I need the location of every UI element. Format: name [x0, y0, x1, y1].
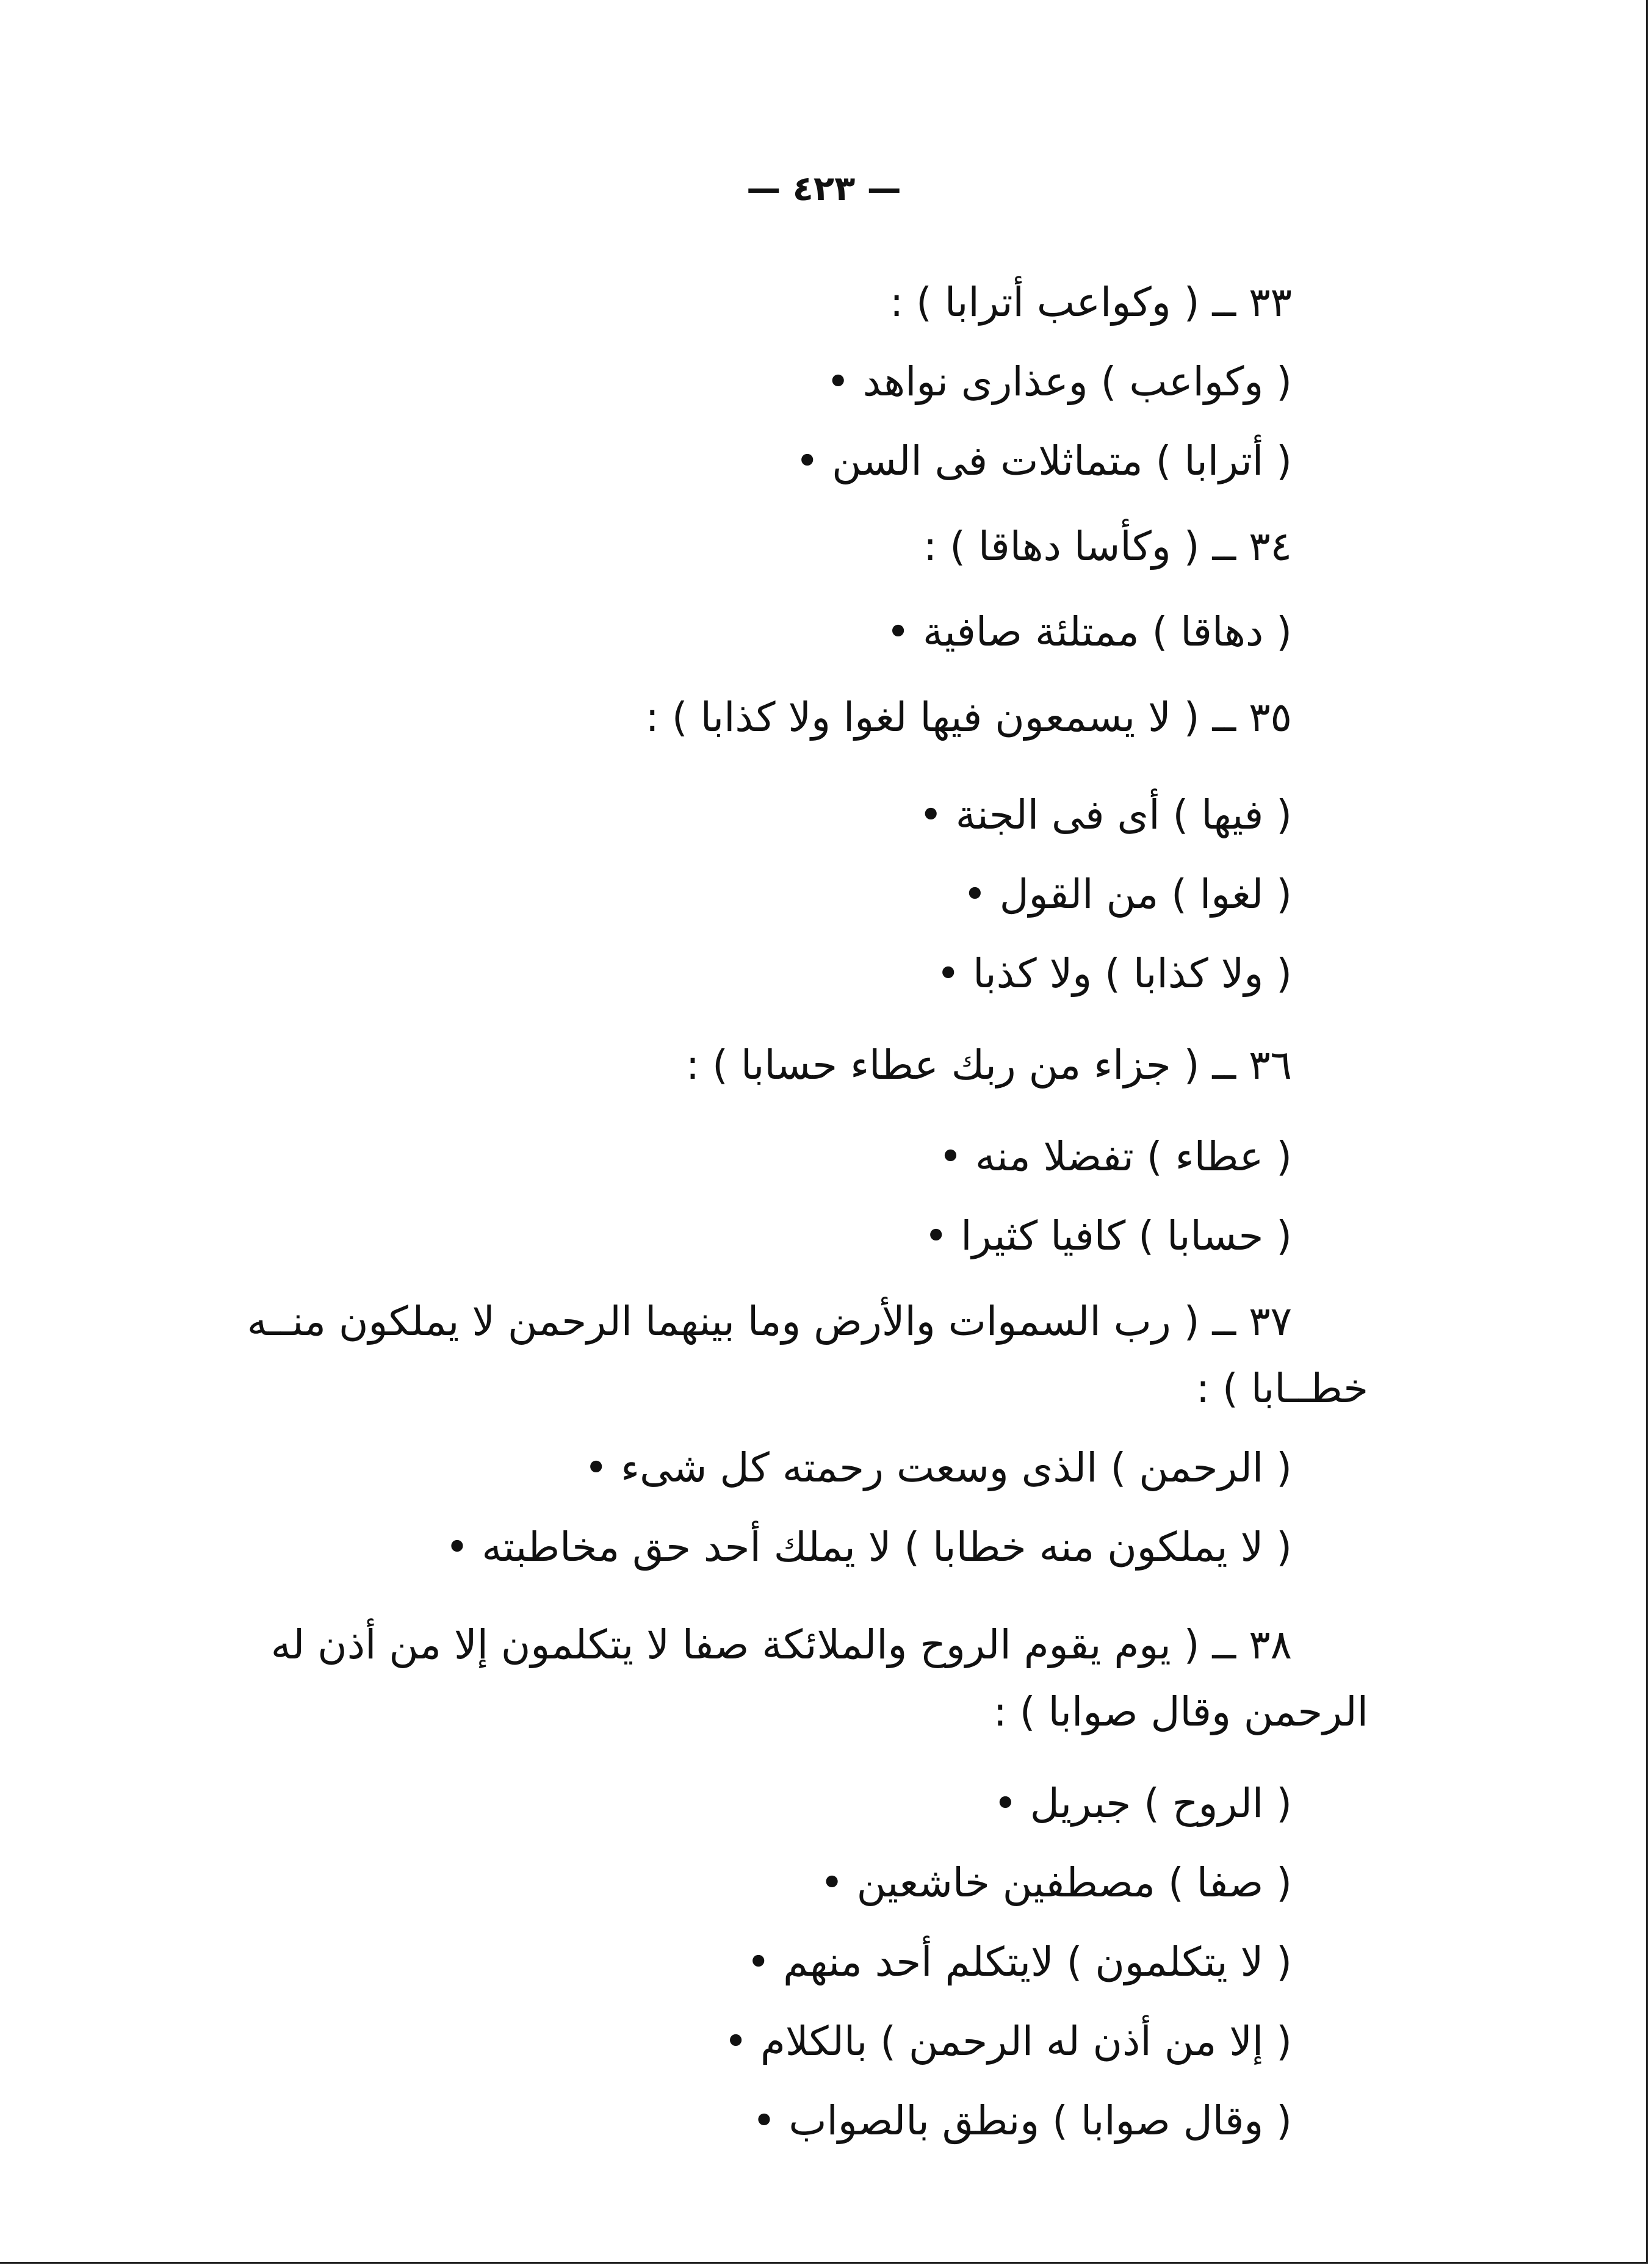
gloss-line: ( أترابا ) متماثلات فى السن • — [795, 437, 1292, 484]
gloss-line: ( وقال صوابا ) ونطق بالصواب • — [752, 2097, 1292, 2144]
verse-34-heading: ٣٤ ــ ( وكأسا دهاقا ) : — [923, 523, 1292, 570]
gloss-line: ( لا يملكون منه خطابا ) لا يملك أحد حق مخاطبته • — [445, 1524, 1292, 1571]
verse-37-heading-continued: خطــابا ) : — [1196, 1365, 1368, 1412]
verse-33-heading: ٣٣ ــ ( وكواعب أترابا ) : — [889, 279, 1292, 326]
verse-35-heading: ٣٥ ــ ( لا يسمعون فيها لغوا ولا كذابا ) : — [645, 694, 1292, 741]
gloss-line: ( لا يتكلمون ) لايتكلم أحد منهم • — [746, 1939, 1292, 1985]
verse-38-heading-continued: الرحمن وقال صوابا ) : — [993, 1688, 1368, 1735]
gloss-line: ( صفا ) مصطفين خاشعين • — [820, 1859, 1292, 1906]
page-number: — ٤٢٣ — — [746, 169, 901, 209]
verse-38-heading: ٣٨ ــ ( يوم يقوم الروح والملائكة صفا لا يتكلمون إلا من أذن له — [270, 1621, 1292, 1668]
gloss-line: ( لغوا ) من القول • — [962, 871, 1292, 918]
gloss-line: ( إلا من أذن له الرحمن ) بالكلام • — [724, 2018, 1292, 2065]
gloss-line: ( فيها ) أى فى الجنة • — [918, 791, 1292, 838]
gloss-line: ( الرحمن ) الذى وسعت رحمته كل شىء • — [584, 1444, 1292, 1491]
verse-36-heading: ٣٦ ــ ( جزاء من ربك عطاء حسابا ) : — [685, 1042, 1292, 1089]
gloss-line: ( ولا كذابا ) ولا كذبا • — [936, 950, 1292, 997]
gloss-line: ( دهاقا ) ممتلئة صافية • — [886, 608, 1292, 655]
gloss-line: ( وكواعب ) وعذارى نواهد • — [826, 358, 1292, 405]
gloss-line: ( الروح ) جبريل • — [993, 1780, 1292, 1827]
verse-37-heading: ٣٧ ــ ( رب السموات والأرض وما بينهما الرحمن لا يملكون منــه — [247, 1298, 1292, 1345]
gloss-line: ( حسابا ) كافيا كثيرا • — [924, 1212, 1292, 1259]
gloss-line: ( عطاء ) تفضلا منه • — [938, 1133, 1292, 1180]
